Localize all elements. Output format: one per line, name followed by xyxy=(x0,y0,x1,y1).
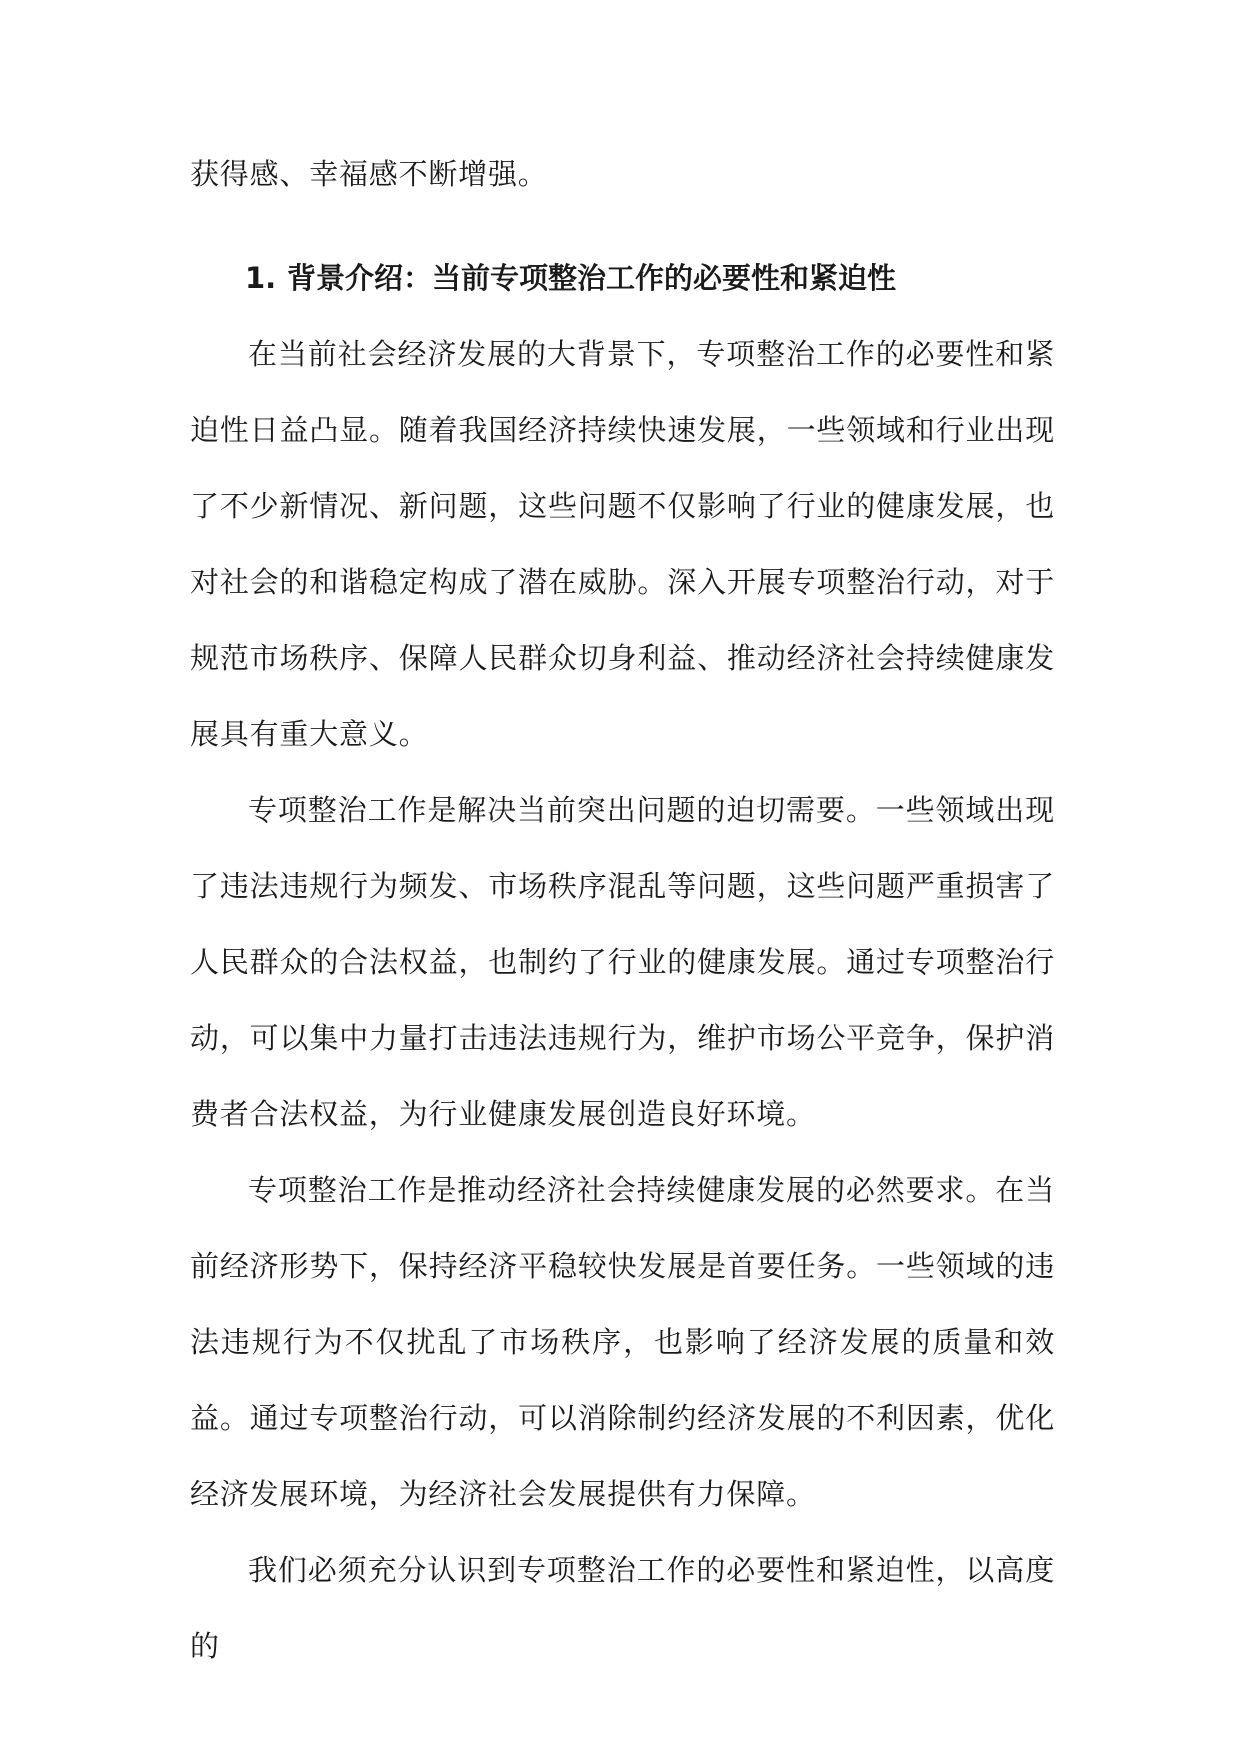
section-heading xyxy=(190,240,1055,316)
paragraph-3: 专项整治工作是推动经济社会持续健康发展的必然要求。在当前经济形势下，保持经济平稳较快发展是首要任务。一些领域的违法违规行为不仅扰乱了市场秩序，也影响了经济发展的质量和效益。通过专项整治行动，可以消除制约经济发展的不利因素，优化经济发展环境，为经济社会发展提供有力保障。 xyxy=(190,1173,1055,1511)
continuation-text: 获得感、幸福感不断增强。 xyxy=(190,157,548,191)
paragraph-4: 我们必须充分认识到专项整治工作的必要性和紧迫性，以高度的 xyxy=(190,1553,1055,1663)
paragraph-2: 专项整治工作是解决当前突出问题的迫切需要。一些领域出现了违法违规行为频发、市场秩序混乱等问题，这些问题严重损害了人民群众的合法权益，也制约了行业的健康发展。通过专项整治行动，可以集中力量打击违法违规行为，维护市场公平竞争，保护消费者合法权益，为行业健康发展创造良好环境。 xyxy=(190,793,1055,1131)
document-body xyxy=(190,136,1055,1684)
section-title: 背景介绍：当前专项整治工作的必要性和紧迫性 xyxy=(287,261,897,295)
paragraph-1: 在当前社会经济发展的大背景下，专项整治工作的必要性和紧迫性日益凸显。随着我国经济持续快速发展，一些领域和行业出现了不少新情况、新问题，这些问题不仅影响了行业的健康发展，也对社会的和谐稳定构成了潜在威胁。深入开展专项整治行动，对于规范市场秩序、保障人民群众切身利益、推动经济社会持续健康发展具有重大意义。 xyxy=(190,337,1055,751)
section-number: 1. xyxy=(245,261,277,295)
